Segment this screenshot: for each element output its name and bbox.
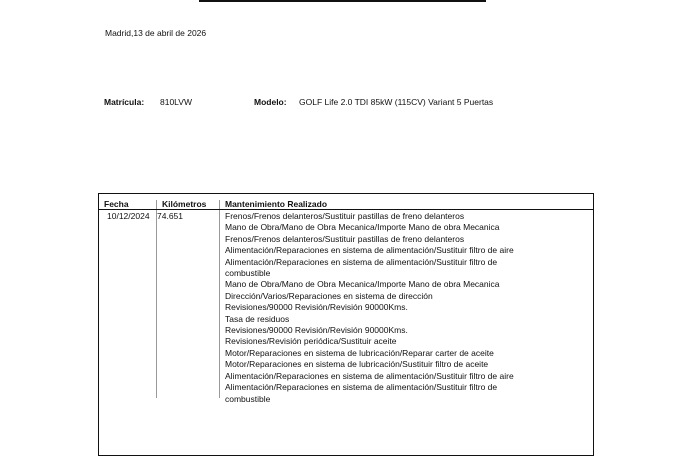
list-item: Alimentación/Reparaciones en sistema de alimentación/Sustituir filtro de bbox=[225, 382, 498, 393]
model-label bbox=[254, 97, 287, 108]
header-divider bbox=[99, 209, 593, 210]
model-value: GOLF Life 2.0 TDI 85kW (115CV) Variant 5 Puertas bbox=[299, 97, 494, 107]
row-date: 10/12/2024 bbox=[107, 211, 150, 221]
list-item: Frenos/Frenos delanteros/Sustituir pastillas de freno delanteros bbox=[225, 233, 465, 244]
list-item: Alimentación/Reparaciones en sistema de alimentación/Sustituir filtro de bbox=[225, 256, 498, 267]
list-item: Revisiones/90000 Revisión/Revisión 90000Kms. bbox=[225, 302, 408, 313]
plate-value: 810LVW bbox=[160, 97, 192, 107]
list-item: Alimentación/Reparaciones en sistema de alimentación/Sustituir filtro de aire bbox=[225, 370, 514, 381]
column-header-km: Kilómetros bbox=[162, 199, 207, 209]
list-item: Tasa de residuos bbox=[225, 313, 290, 324]
column-divider-date bbox=[156, 200, 157, 398]
list-item: Alimentación/Reparaciones en sistema de alimentación/Sustituir filtro de aire bbox=[225, 245, 514, 256]
list-item: Mano de Obra/Mano de Obra Mecanica/Importe Mano de obra Mecanica bbox=[225, 279, 500, 290]
header-rule bbox=[199, 0, 486, 2]
list-item: Revisiones/90000 Revisión/Revisión 90000Kms. bbox=[225, 325, 408, 336]
column-divider-km bbox=[219, 200, 220, 398]
letter-date: Madrid,13 de abril de 2026 bbox=[105, 28, 207, 38]
plate-label bbox=[104, 97, 144, 108]
list-item: combustible bbox=[225, 393, 271, 404]
column-header-maintenance: Mantenimiento Realizado bbox=[225, 199, 328, 209]
model-label-text: Modelo: bbox=[254, 97, 287, 107]
list-item: Mano de Obra/Mano de Obra Mecanica/Importe Mano de obra Mecanica bbox=[225, 222, 500, 233]
row-km: 74.651 bbox=[157, 211, 183, 221]
list-item: Motor/Reparaciones en sistema de lubricación/Reparar carter de aceite bbox=[225, 347, 494, 358]
list-item: Revisiones/Revisión periódica/Sustituir aceite bbox=[225, 336, 397, 347]
list-item: Motor/Reparaciones en sistema de lubricación/Sustituir filtro de aceite bbox=[225, 359, 489, 370]
plate-label-text: Matrícula: bbox=[104, 97, 145, 107]
maintenance-task-list bbox=[225, 211, 514, 405]
list-item: Dirección/Varios/Reparaciones en sistema de dirección bbox=[225, 290, 433, 301]
list-item: combustible bbox=[225, 268, 271, 279]
list-item: Frenos/Frenos delanteros/Sustituir pastillas de freno delanteros bbox=[225, 211, 465, 221]
column-header-date: Fecha bbox=[104, 199, 129, 209]
maintenance-table bbox=[98, 193, 594, 456]
